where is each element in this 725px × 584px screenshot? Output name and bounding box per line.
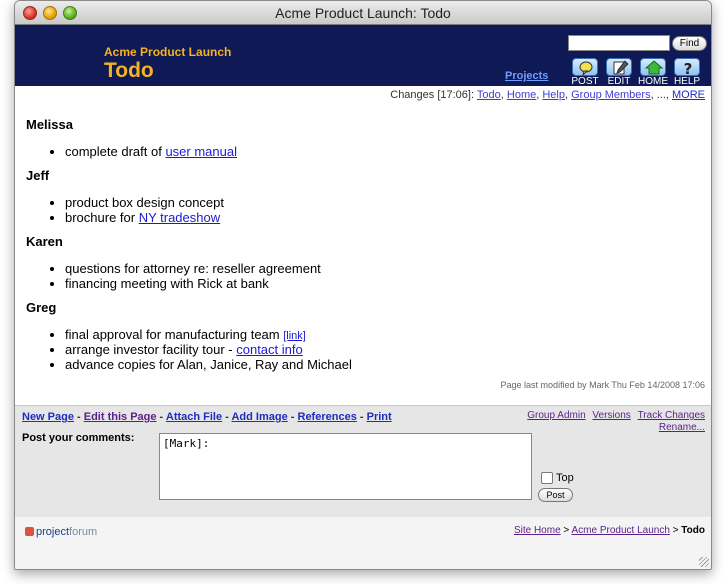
- projects-link[interactable]: Projects: [505, 70, 549, 82]
- print-link[interactable]: Print: [366, 411, 392, 423]
- help-button[interactable]: [670, 58, 704, 87]
- project-name: Acme Product Launch: [104, 45, 232, 59]
- post-button-label: POST: [571, 76, 599, 87]
- comment-textarea[interactable]: [159, 433, 532, 500]
- post-button[interactable]: [568, 58, 602, 87]
- person-heading-melissa: Melissa: [26, 117, 73, 132]
- manufacturing-link[interactable]: [link]: [283, 330, 306, 342]
- versions-link[interactable]: Versions: [592, 410, 631, 421]
- home-button[interactable]: [636, 58, 670, 87]
- changes-link-help[interactable]: Help: [542, 89, 565, 101]
- list-item: questions for attorney re: reseller agreement: [26, 261, 711, 276]
- edit-page-link[interactable]: Edit this Page: [83, 411, 157, 423]
- edit-button-label: EDIT: [607, 76, 631, 87]
- new-page-link[interactable]: New Page: [22, 411, 74, 423]
- person-heading-greg: Greg: [26, 300, 57, 315]
- todo-list-karen: [26, 261, 711, 291]
- list-item: complete draft of user manual: [26, 144, 711, 159]
- speech-bubble-icon: [572, 58, 598, 76]
- list-item: product box design concept: [26, 195, 711, 210]
- resize-grip-icon[interactable]: [699, 557, 709, 567]
- last-modified-note: Page last modified by Mark Thu Feb 14/2008 17:06: [500, 380, 705, 390]
- projectforum-logo[interactable]: projectforum: [25, 526, 97, 538]
- list-item: arrange investor facility tour - contact info: [26, 342, 711, 357]
- top-checkbox-label: Top: [556, 472, 574, 484]
- recent-changes-bar: Changes [17:06]: Todo, Home, Help, Group Members, ..., MORE: [390, 89, 705, 101]
- find-button[interactable]: Find: [672, 36, 707, 51]
- group-admin-link[interactable]: Group Admin: [527, 410, 586, 421]
- top-checkbox[interactable]: [541, 472, 553, 484]
- contact-info-link[interactable]: contact info: [236, 342, 303, 357]
- rename-link[interactable]: Rename...: [658, 422, 705, 433]
- comments-label: Post your comments:: [22, 432, 135, 444]
- todo-list-melissa: [26, 144, 711, 159]
- home-button-label: HOME: [638, 76, 668, 87]
- references-link[interactable]: References: [297, 411, 357, 423]
- person-heading-jeff: Jeff: [26, 168, 50, 183]
- breadcrumb-current: Todo: [681, 525, 705, 536]
- search-input[interactable]: [568, 35, 670, 51]
- projectforum-logo-icon: [25, 527, 34, 536]
- changes-prefix: Changes [17:06]:: [390, 89, 475, 101]
- help-question-icon: [674, 58, 700, 76]
- changes-more-link[interactable]: MORE: [672, 89, 705, 101]
- breadcrumb-site-home[interactable]: Site Home: [513, 525, 561, 536]
- breadcrumb: Site Home > Acme Product Launch > Todo: [513, 525, 705, 536]
- page-content: [15, 103, 711, 376]
- site-footer: [15, 517, 711, 569]
- edit-button[interactable]: [602, 58, 636, 87]
- page-actions-panel: [15, 405, 711, 517]
- add-image-link[interactable]: Add Image: [231, 411, 288, 423]
- list-item: financing meeting with Rick at bank: [26, 276, 711, 291]
- ny-tradeshow-link[interactable]: NY tradeshow: [138, 210, 221, 225]
- title-bar: [15, 1, 711, 25]
- user-manual-link[interactable]: user manual: [165, 144, 237, 159]
- browser-window: [14, 0, 712, 570]
- list-item: brochure for NY tradeshow: [26, 210, 711, 225]
- changes-ellipsis: , ...: [650, 89, 666, 101]
- list-item: final approval for manufacturing team [link]: [26, 327, 711, 342]
- track-changes-link[interactable]: Track Changes: [637, 410, 705, 421]
- todo-list-greg: [26, 327, 711, 372]
- close-window-button[interactable]: [23, 6, 37, 20]
- person-heading-karen: Karen: [26, 234, 63, 249]
- edit-pencil-icon: [606, 58, 632, 76]
- site-header: [15, 25, 711, 86]
- minimize-window-button[interactable]: [43, 6, 57, 20]
- post-comment-button[interactable]: Post: [538, 488, 573, 502]
- admin-links: [523, 410, 705, 434]
- home-icon: [640, 58, 666, 76]
- changes-link-home[interactable]: Home: [506, 89, 537, 101]
- breadcrumb-project[interactable]: Acme Product Launch: [571, 525, 670, 536]
- attach-file-link[interactable]: Attach File: [165, 411, 223, 423]
- page-actions: New Page - Edit this Page - Attach File - Add Image - References - Print: [22, 411, 392, 423]
- help-button-label: HELP: [673, 76, 701, 87]
- list-item: advance copies for Alan, Janice, Ray and Michael: [26, 357, 711, 372]
- window-title: Acme Product Launch: Todo: [275, 5, 451, 21]
- svg-text:?: ?: [683, 60, 693, 77]
- todo-list-jeff: [26, 195, 711, 225]
- page-title: Todo: [104, 59, 154, 82]
- changes-link-group-members[interactable]: Group Members: [571, 89, 651, 101]
- changes-link-todo[interactable]: Todo: [476, 89, 501, 101]
- zoom-window-button[interactable]: [63, 6, 77, 20]
